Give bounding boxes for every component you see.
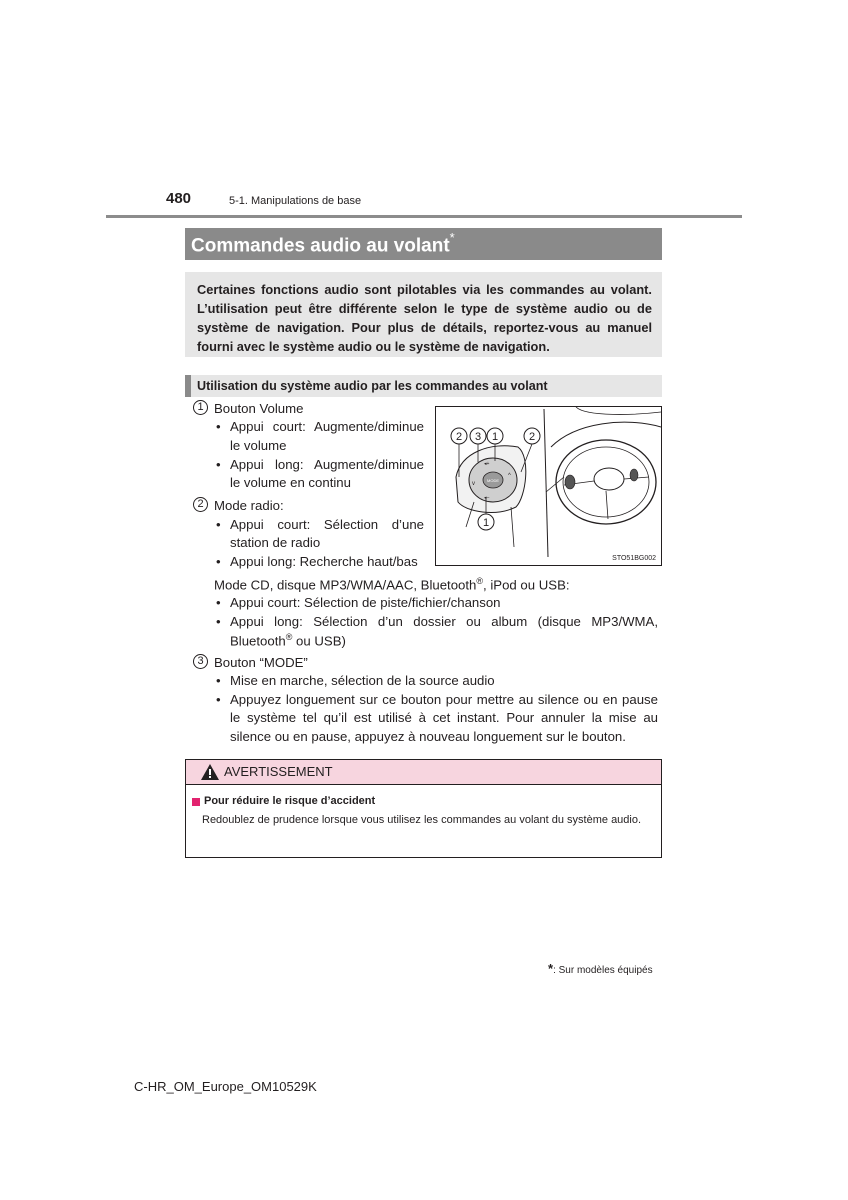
title-bar: [185, 228, 662, 260]
volume-long-press: Appui long: Augmente/diminue: [230, 457, 424, 472]
item-number-2: 2: [193, 497, 208, 512]
radio-short-press: Appui court: Sélection d’une: [230, 517, 424, 532]
page-number: 480: [166, 190, 192, 207]
intro-box: Certaines fonctions audio sont pilotables via les commandes au volant. L’utilisation peut être différente selon le type de système audio ou de système de navigation. Pour plus de détails, reportez-vous au manuel fourni avec le système audio ou le système de navigation.: [185, 272, 662, 357]
footnote-text: : Sur modèles équipés: [553, 965, 653, 976]
title-text: Commandes audio au volant: [191, 235, 450, 257]
steering-wheel-illustration: [436, 407, 661, 565]
figure-plus-glyph: ◂+: [484, 461, 490, 467]
warning-header: [186, 760, 661, 785]
warning-square-icon: [192, 798, 200, 806]
bullet: •: [216, 692, 221, 707]
cd-mode-text-end: , iPod ou USB:: [483, 577, 570, 593]
radio-mode-label: Mode radio:: [214, 498, 284, 513]
radio-long-press: Appui long: Recherche haut/bas: [230, 554, 418, 569]
mode-power-select: Mise en marche, sélection de la source audio: [230, 673, 495, 688]
bullet: •: [216, 517, 221, 532]
title-asterisk: *: [449, 230, 455, 245]
bullet: •: [216, 554, 221, 569]
cd-long-press-text: Bluetooth: [230, 633, 286, 649]
warning-label: AVERTISSEMENT: [224, 764, 333, 779]
footer-code: C-HR_OM_Europe_OM10529K: [134, 1079, 317, 1094]
figure-up-glyph: ^: [508, 473, 511, 479]
item-number-1: 1: [193, 400, 208, 415]
subsection-bar: [185, 375, 662, 397]
bullet: •: [216, 595, 221, 610]
volume-button-label: Bouton Volume: [214, 401, 304, 416]
mode-long-press-cont: le système tel qu’il est utilisé à cet instant. Pour annuler la mise au: [230, 710, 658, 725]
volume-long-press-cont: le volume en continu: [230, 475, 351, 490]
figure-code: STO51BG002: [612, 555, 656, 562]
bullet: •: [216, 673, 221, 688]
page-title: [191, 232, 455, 257]
cd-long-press: Appui long: Sélection d’un dossier ou album (disque MP3/WMA,: [230, 614, 658, 629]
figure-callout-3: 3: [474, 431, 482, 443]
registered-mark: ®: [476, 576, 484, 586]
cd-long-press-text-end: ou USB): [292, 633, 346, 649]
subsection-accent: [185, 375, 191, 397]
figure-callout-2b: 2: [528, 431, 536, 443]
mode-button-label: Bouton “MODE”: [214, 655, 308, 670]
cd-long-press-cont: [230, 632, 346, 648]
figure-down-glyph: v: [472, 481, 475, 487]
section-label: 5-1. Manipulations de base: [229, 195, 362, 207]
figure-callout-1: 1: [491, 431, 499, 443]
header-rule: [106, 215, 742, 218]
mode-long-press-end: silence ou en pause, appuyez à nouveau longuement sur le bouton.: [230, 729, 626, 744]
cd-mode-text: Mode CD, disque MP3/WMA/AAC, Bluetooth: [214, 577, 477, 593]
item-number-3: 3: [193, 654, 208, 669]
footnote-star: *: [548, 961, 554, 976]
figure-mode-label: MODE: [487, 478, 499, 483]
warning-triangle-icon: [200, 763, 220, 781]
radio-short-press-cont: station de radio: [230, 535, 321, 550]
steering-wheel-figure: [435, 406, 662, 566]
registered-mark: ®: [285, 632, 293, 642]
cd-mode-label: [214, 576, 570, 592]
bullet: •: [216, 419, 221, 434]
figure-minus-glyph: ◂–: [484, 495, 490, 501]
subsection-title: Utilisation du système audio par les commandes au volant: [197, 379, 548, 393]
figure-callout-1b: 1: [482, 517, 490, 529]
cd-short-press: Appui court: Sélection de piste/fichier/chanson: [230, 595, 501, 610]
footnote: [548, 961, 653, 976]
bullet: •: [216, 457, 221, 472]
warning-body: Redoublez de prudence lorsque vous utilisez les commandes au volant du système audio.: [202, 814, 642, 826]
mode-long-press: Appuyez longuement sur ce bouton pour mettre au silence ou en pause: [230, 692, 658, 707]
bullet: •: [216, 614, 221, 629]
volume-short-press: Appui court: Augmente/diminue: [230, 419, 424, 434]
volume-short-press-cont: le volume: [230, 438, 287, 453]
figure-callout-2: 2: [455, 431, 463, 443]
warning-heading: Pour réduire le risque d’accident: [204, 795, 376, 807]
warning-box: [185, 759, 662, 858]
